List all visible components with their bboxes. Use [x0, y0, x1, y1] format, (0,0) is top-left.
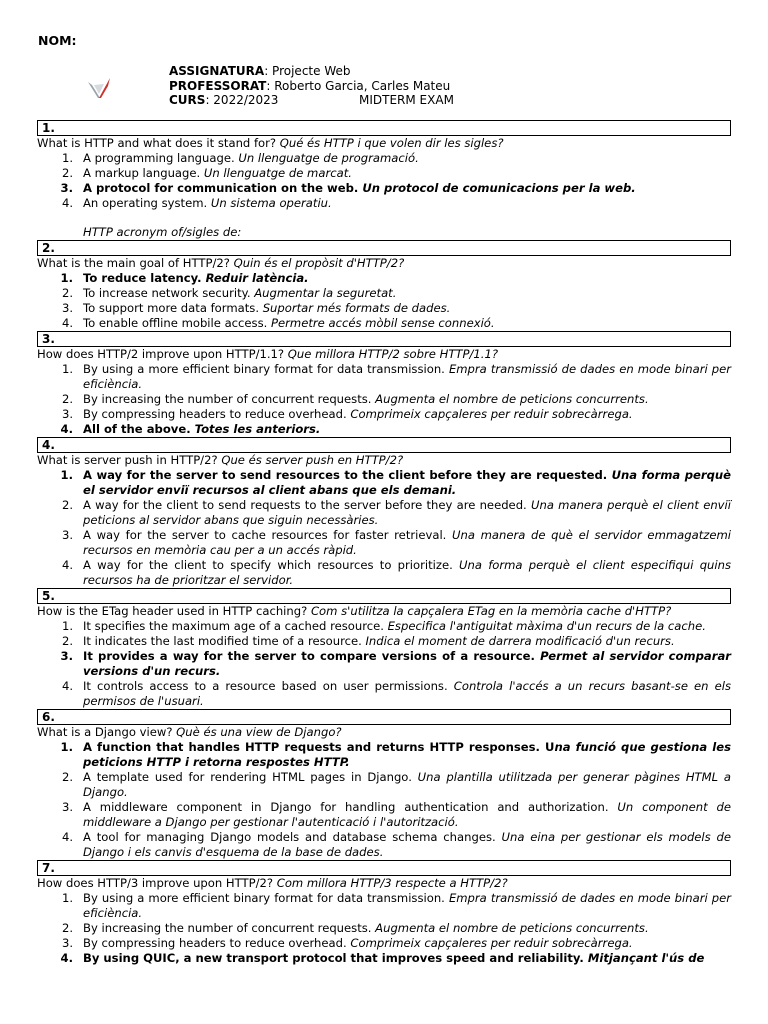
option-text-ca: Augmenta el nombre de peticions concurrents.: [375, 392, 649, 406]
option-number: 3.: [61, 528, 73, 542]
question-number-box: 6.: [37, 709, 731, 725]
option-text-en: By using a more efficient binary format for data transmission.: [83, 362, 445, 376]
option-text-en: An operating system.: [83, 196, 208, 210]
option-text-ca: Un component de middleware a Django per gestionar l'autenticació i l'autorització.: [83, 800, 731, 829]
option-text-ca: Mitjançant l'ús de: [587, 951, 705, 965]
curs-label: CURS: [169, 93, 206, 107]
university-logo-icon: [86, 76, 112, 102]
option-number: 4.: [60, 422, 73, 436]
question-text-ca: Qué és HTTP i que volen dir les sigles?: [279, 136, 504, 150]
question-number-box: 5.: [37, 588, 731, 604]
option-number: 4.: [61, 558, 73, 572]
option-text-en: A way for the client to specify which resources to prioritize.: [83, 558, 453, 572]
answer-options: [37, 271, 731, 331]
option-text-ca: Especifica l'antiguitat màxima d'un recurs de la cache.: [387, 619, 706, 633]
answer-option: [37, 301, 731, 316]
question-text-ca: Com s'utilitza la capçalera ETag en la memòria cache d'HTTP?: [310, 604, 672, 618]
answer-option: [37, 770, 731, 800]
option-text-en: By using a more efficient binary format for data transmission.: [83, 891, 445, 905]
option-text-en: To increase network security.: [83, 286, 251, 300]
answer-options: [37, 362, 731, 437]
option-number: 3.: [61, 800, 73, 814]
option-text-en: To support more data formats.: [83, 301, 260, 315]
option-text-en: By compressing headers to reduce overhead.: [83, 936, 347, 950]
option-number: 1.: [61, 619, 73, 633]
option-number: 2.: [61, 634, 73, 648]
option-text-en: A programming language.: [83, 151, 235, 165]
option-text-ca: Indica el moment de darrera modificació d'un recurs.: [365, 634, 675, 648]
option-text-en: By using QUIC, a new transport protocol that improves speed and reliability.: [83, 951, 584, 965]
option-text-ca: Empra transmissió de dades en mode binari per eficiència.: [83, 891, 732, 920]
answer-options: [37, 619, 731, 709]
option-text-ca: Una forma perquè el servidor enviï recursos al client abans que els demani.: [83, 468, 731, 497]
option-number: 4.: [61, 679, 73, 693]
answer-options: [37, 151, 731, 211]
nom-label: NOM:: [38, 33, 77, 48]
option-text-ca: Una plantilla utilitzada per generar pàgines HTML a Django.: [83, 770, 731, 799]
option-number: 4.: [60, 951, 73, 965]
option-number: 4.: [61, 196, 73, 210]
answer-option: [37, 921, 731, 936]
option-text-ca: Comprimeix capçaleres per reduir sobrecàrrega.: [350, 936, 633, 950]
assignatura-value: : Projecte Web: [264, 64, 351, 78]
question-text: [37, 725, 731, 740]
option-text-ca: Una manera perquè el client enviï peticions al servidor abans que siguin necessàries.: [83, 498, 731, 527]
question-text-en: What is the main goal of HTTP/2?: [37, 256, 230, 270]
option-text-ca: Una forma perquè el client especifiqui quins recursos ha de prioritzar el servidor.: [83, 558, 732, 587]
answer-option: [37, 619, 731, 634]
professorat-label: PROFESSORAT: [169, 78, 267, 93]
option-text-en: A markup language.: [83, 166, 201, 180]
option-text-en: A template used for rendering HTML pages in Django.: [83, 770, 412, 784]
question-text: [37, 347, 731, 362]
answer-option: [37, 528, 731, 558]
option-text-ca: Suportar més formats de dades.: [262, 301, 451, 315]
option-text-en: A function that handles HTTP requests and returns HTTP responses. U: [83, 740, 555, 754]
questions-container: [37, 120, 731, 966]
option-text-ca: Reduir latència.: [205, 271, 309, 285]
option-number: 2.: [61, 286, 73, 300]
answer-options: [37, 891, 731, 966]
question-extra-prompt: HTTP acronym of/sigles de:: [83, 225, 242, 239]
answer-option: [37, 166, 731, 181]
option-number: 2.: [61, 392, 73, 406]
question-text: [37, 604, 731, 619]
answer-option: [37, 271, 731, 286]
option-text-ca: Permet al servidor comparar versions d'un recurs.: [83, 649, 731, 678]
option-number: 3.: [61, 407, 73, 421]
question-number-box: 2.: [37, 240, 731, 256]
option-number: 4.: [61, 316, 73, 330]
option-text-ca: Un llenguatge de programació.: [238, 151, 419, 165]
option-number: 1.: [61, 151, 73, 165]
question-text-ca: Quin és el propòsit d'HTTP/2?: [233, 256, 405, 270]
option-text-ca: Una eina per gestionar els models de Django i els canvis d'esquema de la base de dades.: [83, 830, 731, 859]
question-text: [37, 136, 731, 151]
question-text: [37, 453, 731, 468]
question-text-ca: Que millora HTTP/2 sobre HTTP/1.1?: [287, 347, 498, 361]
option-text-en: By increasing the number of concurrent requests.: [83, 392, 372, 406]
question-number-box: 1.: [37, 120, 731, 136]
question-text-ca: Què és una view de Django?: [176, 725, 342, 739]
answer-option: [37, 634, 731, 649]
answer-option: [37, 196, 731, 211]
option-text-ca: Empra transmissió de dades en mode binari per eficiència.: [83, 362, 732, 391]
answer-option: [37, 316, 731, 331]
answer-option: [37, 679, 731, 709]
answer-options: [37, 468, 731, 588]
answer-option: [37, 649, 731, 679]
exam-label: MIDTERM EXAM: [359, 93, 454, 107]
option-text-ca: Totes les anteriors.: [194, 422, 321, 436]
option-text-en: It provides a way for the server to compare versions of a resource.: [83, 649, 535, 663]
option-number: 2.: [61, 498, 73, 512]
option-text-en: A way for the server to cache resources for faster retrieval.: [83, 528, 447, 542]
option-text-en: By increasing the number of concurrent requests.: [83, 921, 372, 935]
option-number: 1.: [60, 271, 73, 285]
answer-option: [37, 558, 731, 588]
answer-option: [37, 936, 731, 951]
answer-option: [37, 407, 731, 422]
option-number: 2.: [61, 166, 73, 180]
question-number-box: 3.: [37, 331, 731, 347]
answer-option: [37, 362, 731, 392]
question-number-box: 4.: [37, 437, 731, 453]
option-text-en: To enable offline mobile access.: [83, 316, 268, 330]
answer-option: [37, 422, 731, 437]
question-text-en: How does HTTP/2 improve upon HTTP/1.1?: [37, 347, 285, 361]
option-number: 2.: [61, 770, 73, 784]
option-text-en: A protocol for communication on the web.: [83, 181, 359, 195]
option-number: 1.: [61, 362, 73, 376]
assignatura-label: ASSIGNATURA: [169, 64, 265, 78]
option-number: 4.: [61, 830, 73, 844]
option-text-en: A middleware component in Django for handling authentication and authorization.: [83, 800, 609, 814]
option-text-ca: Un llenguatge de marcat.: [203, 166, 352, 180]
option-text-en: A way for the client to send requests to the server before they are needed.: [83, 498, 527, 512]
question-text-en: What is HTTP and what does it stand for?: [37, 136, 277, 150]
option-number: 2.: [61, 921, 73, 935]
option-number: 3.: [61, 301, 73, 315]
option-text-ca: Permetre accés mòbil sense connexió.: [271, 316, 495, 330]
answer-option: [37, 800, 731, 830]
option-text-en: It controls access to a resource based on user permissions.: [83, 679, 448, 693]
answer-option: [37, 392, 731, 407]
option-number: 1.: [60, 468, 73, 482]
answer-option: [37, 830, 731, 860]
professorat-value: : Roberto Garcia, Carles Mateu: [266, 78, 451, 93]
question-number-box: 7.: [37, 860, 731, 876]
option-text-en: It indicates the last modified time of a resource.: [83, 634, 362, 648]
answer-option: [37, 498, 731, 528]
option-text-en: To reduce latency.: [83, 271, 202, 285]
option-text-en: All of the above.: [83, 422, 191, 436]
curs-value: : 2022/2023: [205, 93, 279, 107]
option-text-ca: na funció que gestiona les peticions HTTP i retorna respostes HTTP.: [83, 740, 731, 769]
answer-option: [37, 740, 731, 770]
answer-option: [37, 951, 731, 966]
answer-option: [37, 468, 731, 498]
option-text-ca: Un sistema operatiu.: [210, 196, 332, 210]
question-text-ca: Que és server push en HTTP/2?: [221, 453, 404, 467]
question-text: [37, 876, 731, 891]
option-text-ca: Un protocol de comunicacions per la web.: [362, 181, 636, 195]
answer-option: [37, 181, 731, 196]
option-number: 3.: [60, 649, 73, 663]
question-text-en: How is the ETag header used in HTTP caching?: [37, 604, 308, 618]
question-text-ca: Com millora HTTP/3 respecte a HTTP/2?: [276, 876, 508, 890]
answer-option: [37, 151, 731, 166]
question-text-en: What is server push in HTTP/2?: [37, 453, 218, 467]
answer-option: [37, 891, 731, 921]
option-number: 1.: [61, 891, 73, 905]
option-text-ca: Controla l'accés a un recurs basant-se en els permisos de l'usuari.: [83, 679, 731, 708]
question-text: [37, 256, 731, 271]
question-text-en: What is a Django view?: [37, 725, 173, 739]
option-number: 1.: [60, 740, 73, 754]
option-text-en: A way for the server to send resources to the client before they are requested.: [83, 468, 608, 482]
answer-options: [37, 740, 731, 860]
option-text-ca: Augmenta el nombre de peticions concurrents.: [375, 921, 649, 935]
answer-option: [37, 286, 731, 301]
question-text-en: How does HTTP/3 improve upon HTTP/2?: [37, 876, 274, 890]
option-number: 3.: [60, 181, 73, 195]
option-text-en: A tool for managing Django models and database schema changes.: [83, 830, 496, 844]
option-number: 3.: [61, 936, 73, 950]
option-text-en: It specifies the maximum age of a cached resource.: [83, 619, 384, 633]
option-text-ca: Augmentar la seguretat.: [254, 286, 397, 300]
option-text-ca: Comprimeix capçaleres per reduir sobrecàrrega.: [350, 407, 633, 421]
option-text-ca: Una manera de què el servidor emmagatzemi recursos en memòria cau per a un accés ràpid.: [83, 528, 731, 557]
option-text-en: By compressing headers to reduce overhead.: [83, 407, 347, 421]
